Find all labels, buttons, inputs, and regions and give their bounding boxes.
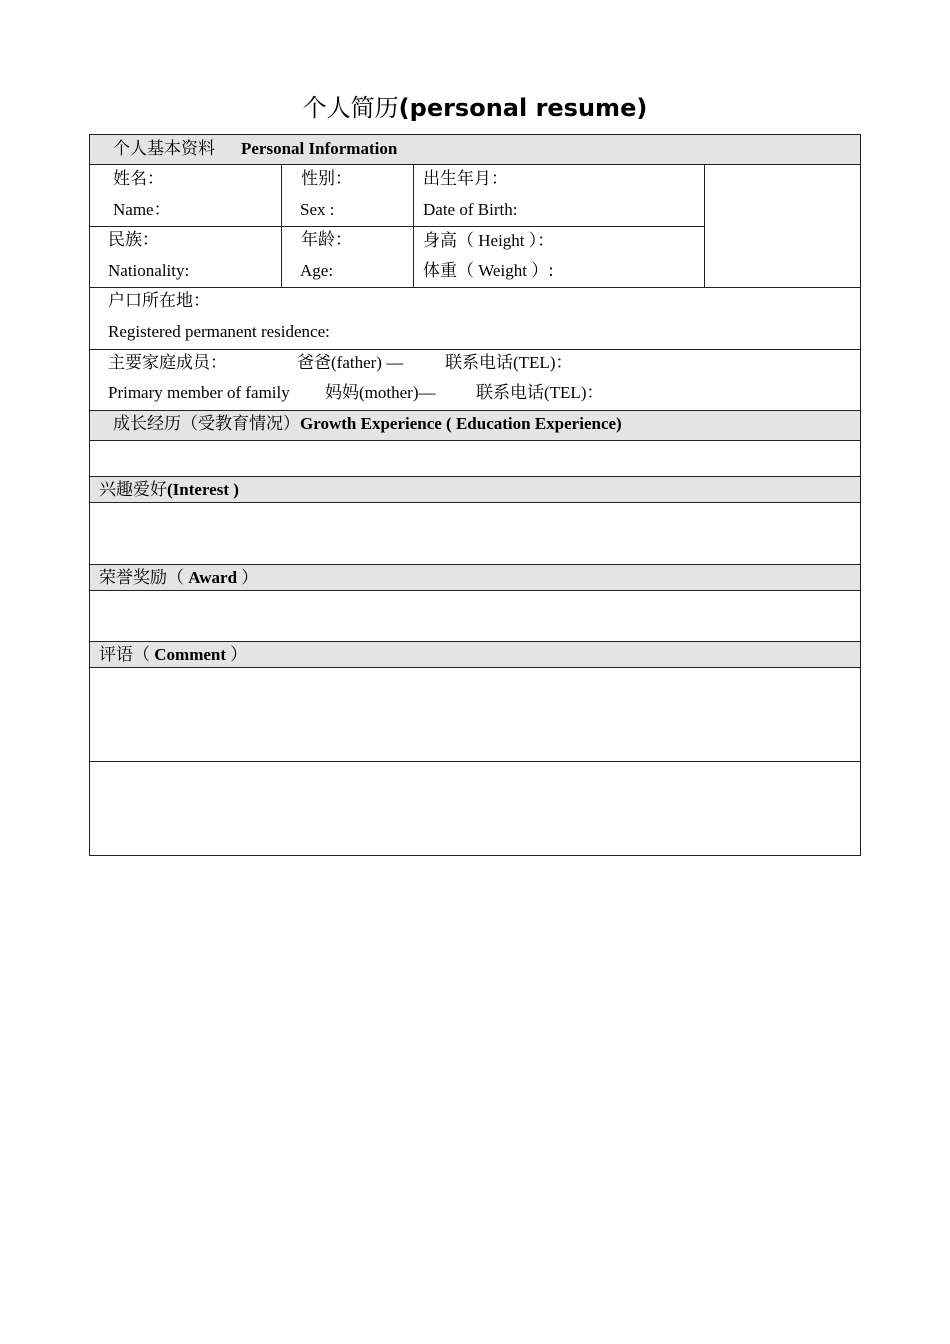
age-label-en: Age: [300, 261, 334, 280]
tel2-label-cn: 联系电话 [476, 383, 544, 403]
sex-label-cn: 性别： [301, 169, 352, 189]
birth-label-cn: 出生年月： [423, 169, 508, 189]
title-cn: 个人简历 [302, 94, 399, 122]
personal-info-header [89, 134, 861, 165]
tel1-label-en: (TEL) [513, 353, 556, 372]
page-title [0, 90, 950, 126]
interest-title [99, 480, 239, 500]
award-title-cn-open: 荣誉奖励（ [99, 568, 184, 588]
personal-header-en: Personal Information [241, 139, 398, 158]
growth-title [113, 414, 622, 434]
mother-tel [476, 383, 603, 403]
weight-label-en: Weight [474, 261, 532, 280]
nationality-label-cn: 民族： [108, 230, 159, 250]
age-label-cn: 年龄： [301, 230, 352, 250]
weight-label [423, 261, 554, 281]
personal-header-cn: 个人基本资料 [113, 139, 215, 159]
interest-content[interactable] [89, 502, 861, 565]
residence-label-en: Registered permanent residence: [108, 322, 330, 341]
interest-title-cn: 兴趣爱好 [99, 480, 167, 500]
residence-label-cn: 户口所在地： [108, 291, 210, 311]
tel2-label-en: (TEL) [544, 383, 587, 402]
comment-title [99, 645, 247, 665]
height-label-cn-open: 身高（ [423, 231, 474, 251]
weight-label-cn-close: ）: [531, 261, 554, 281]
name-cell[interactable] [89, 164, 282, 227]
birth-label-en: Date of Birth: [423, 200, 518, 219]
father-label-en: (father) — [331, 353, 404, 372]
height-weight-cell[interactable] [413, 226, 705, 288]
tel1-label-cn: 联系电话 [445, 353, 513, 373]
comment-content-extra[interactable] [89, 761, 861, 856]
nationality-cell[interactable] [89, 226, 282, 288]
growth-header [89, 410, 861, 441]
tel2-colon: ： [586, 383, 604, 403]
comment-content[interactable] [89, 667, 861, 762]
family-cell[interactable] [89, 349, 861, 411]
sex-cell[interactable] [281, 164, 414, 227]
height-label-cn-close: ）： [528, 231, 555, 251]
growth-title-cn: 成长经历（受教育情况） [113, 414, 300, 434]
father-tel [445, 353, 572, 373]
comment-header [89, 641, 861, 668]
award-title [99, 568, 258, 588]
interest-title-en: (Interest ) [167, 480, 239, 499]
height-label [423, 231, 554, 251]
height-label-en: Height [474, 231, 529, 250]
mother-entry [325, 383, 435, 403]
birth-cell[interactable] [413, 164, 705, 227]
name-label-cn: 姓名： [113, 169, 164, 189]
mother-label-cn: 妈妈 [325, 383, 359, 403]
comment-title-en: Comment [150, 645, 231, 664]
nationality-label-en: Nationality: [108, 261, 190, 280]
interest-header [89, 476, 861, 503]
residence-cell[interactable] [89, 287, 861, 350]
comment-title-cn-close: ） [230, 645, 248, 665]
family-label-en: Primary member of family [108, 383, 290, 402]
award-header [89, 564, 861, 591]
family-label-cn: 主要家庭成员： [108, 353, 227, 373]
mother-label-en: (mother)— [359, 383, 436, 402]
photo-cell[interactable] [704, 164, 861, 288]
name-label-en: Name： [113, 200, 171, 219]
sex-label-en: Sex : [300, 200, 335, 219]
father-entry [297, 353, 403, 373]
tel1-colon: ： [555, 353, 573, 373]
father-label-cn: 爸爸 [297, 353, 331, 373]
award-title-cn-close: ） [241, 568, 259, 588]
award-content[interactable] [89, 590, 861, 642]
comment-title-cn-open: 评语（ [99, 645, 150, 665]
weight-label-cn-open: 体重（ [423, 261, 474, 281]
title-en: (personal resume) [398, 94, 648, 122]
growth-title-en: Growth Experience ( Education Experience) [300, 414, 622, 433]
award-title-en: Award [184, 568, 242, 587]
age-cell[interactable] [281, 226, 414, 288]
growth-content[interactable] [89, 440, 861, 477]
